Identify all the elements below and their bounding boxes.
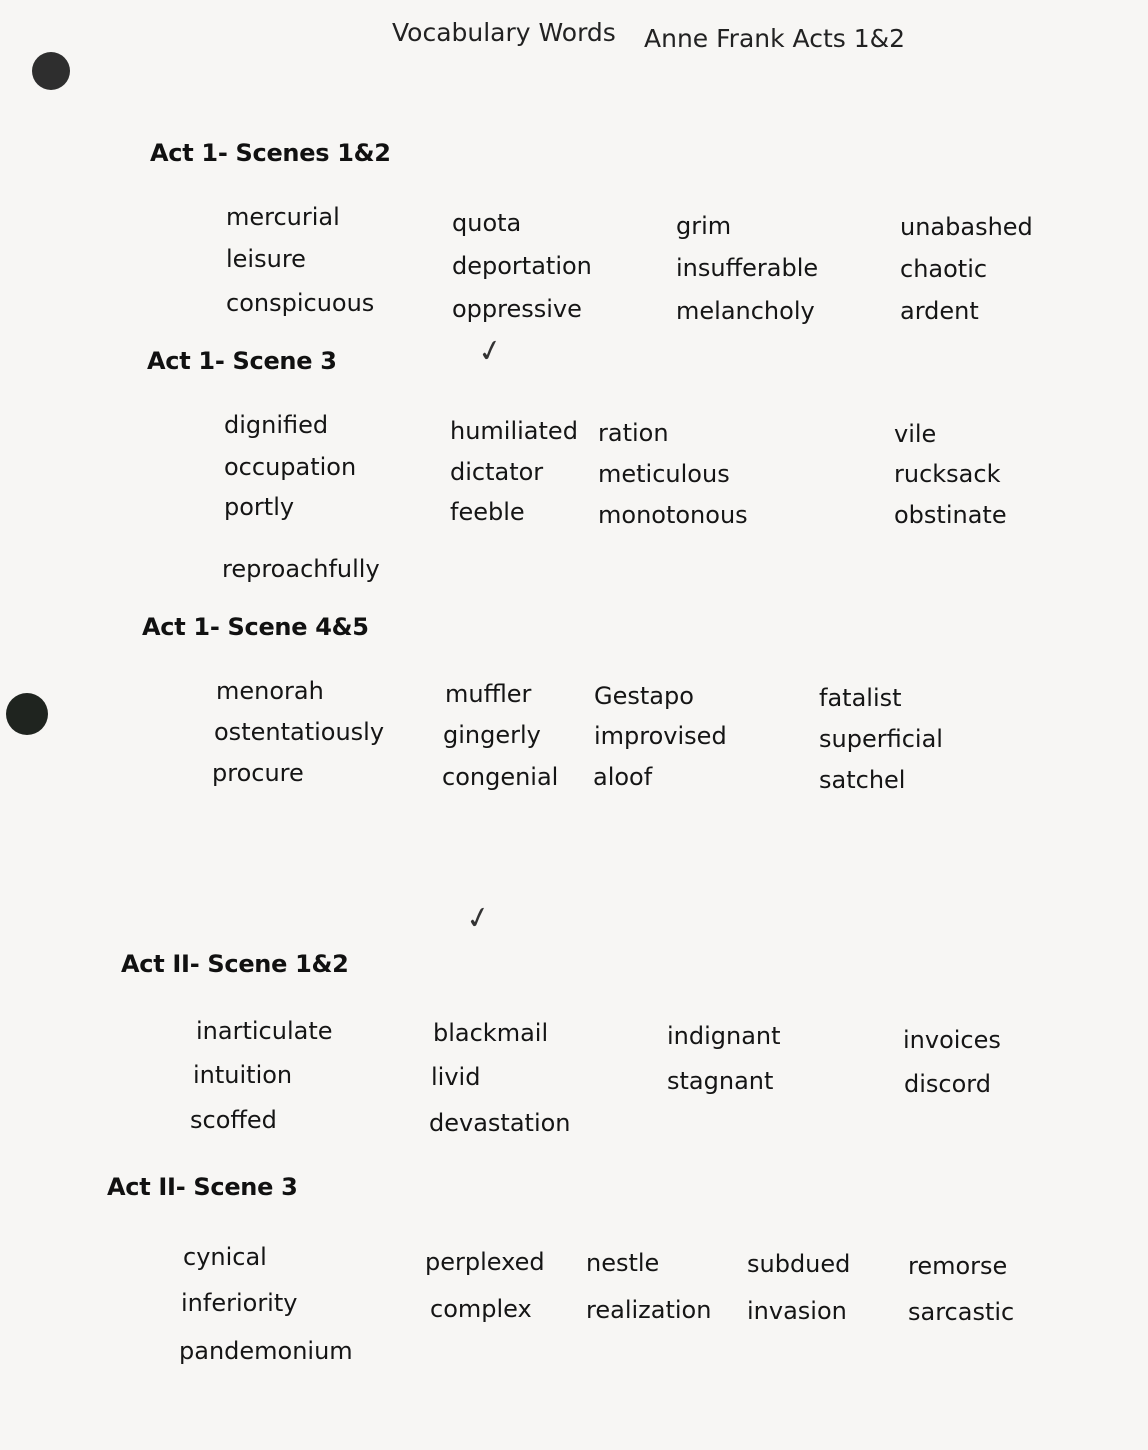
vocab-word: superficial — [819, 725, 943, 753]
vocab-word: portly — [224, 493, 295, 521]
vocab-word: complex — [430, 1295, 532, 1323]
vocab-word: discord — [904, 1070, 991, 1098]
vocab-word: perplexed — [425, 1248, 545, 1276]
vocab-word: fatalist — [819, 684, 902, 712]
vocab-word: insufferable — [676, 254, 819, 282]
vocab-word: subdued — [747, 1250, 851, 1278]
check-mark: ✓ — [462, 898, 495, 939]
vocab-word: sarcastic — [908, 1298, 1015, 1326]
vocab-word: unabashed — [900, 213, 1033, 241]
vocab-word: menorah — [216, 677, 324, 705]
section-title: Act II- Scene 3 — [107, 1173, 298, 1201]
vocab-word: chaotic — [900, 255, 988, 283]
vocab-word: ration — [598, 419, 669, 447]
vocab-word: humiliated — [450, 417, 578, 445]
page-subtitle: Anne Frank Acts 1&2 — [644, 24, 906, 53]
vocab-word: indignant — [667, 1022, 781, 1050]
vocab-word: occupation — [224, 453, 357, 481]
vocab-word: nestle — [586, 1249, 660, 1277]
vocab-word: feeble — [450, 498, 525, 526]
vocab-word: improvised — [594, 722, 727, 750]
vocab-word: realization — [586, 1296, 712, 1324]
section-title: Act 1- Scene 4&5 — [142, 613, 369, 641]
binder-hole-top — [32, 52, 70, 90]
vocab-word: ostentatiously — [214, 718, 385, 746]
vocab-word: devastation — [429, 1109, 571, 1137]
vocab-word: intuition — [193, 1061, 293, 1089]
vocab-word: leisure — [226, 245, 306, 273]
vocab-word: grim — [676, 212, 732, 240]
vocab-word: gingerly — [443, 721, 541, 749]
vocab-word: stagnant — [667, 1067, 774, 1095]
check-mark: ✓ — [474, 331, 507, 372]
vocab-word: monotonous — [598, 501, 748, 529]
vocab-word: obstinate — [894, 501, 1007, 529]
vocab-word: livid — [431, 1063, 481, 1091]
vocab-word: deportation — [452, 252, 592, 280]
vocab-word: rucksack — [894, 460, 1001, 488]
vocab-word: inferiority — [181, 1289, 298, 1317]
vocab-word: dictator — [450, 458, 544, 486]
vocab-word: satchel — [819, 766, 906, 794]
vocab-word: mercurial — [226, 203, 340, 231]
vocab-word: quota — [452, 209, 522, 237]
vocab-word: scoffed — [190, 1106, 277, 1134]
vocab-word: ardent — [900, 297, 979, 325]
vocab-word: melancholy — [676, 297, 815, 325]
vocab-word: pandemonium — [179, 1337, 353, 1365]
binder-hole-middle — [6, 693, 48, 735]
vocab-word: blackmail — [433, 1019, 549, 1047]
vocab-word: Gestapo — [594, 682, 694, 710]
section-title: Act 1- Scene 3 — [147, 347, 337, 375]
section-title: Act 1- Scenes 1&2 — [150, 139, 391, 167]
vocab-word: invasion — [747, 1297, 847, 1325]
vocab-word: aloof — [593, 763, 653, 791]
vocab-word: muffler — [445, 680, 532, 708]
page-title: Vocabulary Words — [392, 18, 616, 47]
vocab-word: reproachfully — [222, 555, 380, 583]
vocab-word: conspicuous — [226, 289, 375, 317]
vocab-word: meticulous — [598, 460, 730, 488]
vocab-word: invoices — [903, 1026, 1001, 1054]
vocab-word: vile — [894, 420, 937, 448]
vocab-word: inarticulate — [196, 1017, 333, 1045]
vocab-word: dignified — [224, 411, 329, 439]
vocab-word: procure — [212, 759, 304, 787]
vocab-word: remorse — [908, 1252, 1008, 1280]
vocab-word: cynical — [183, 1243, 267, 1271]
vocab-word: congenial — [442, 763, 559, 791]
section-title: Act II- Scene 1&2 — [121, 950, 349, 978]
vocab-word: oppressive — [452, 295, 582, 323]
